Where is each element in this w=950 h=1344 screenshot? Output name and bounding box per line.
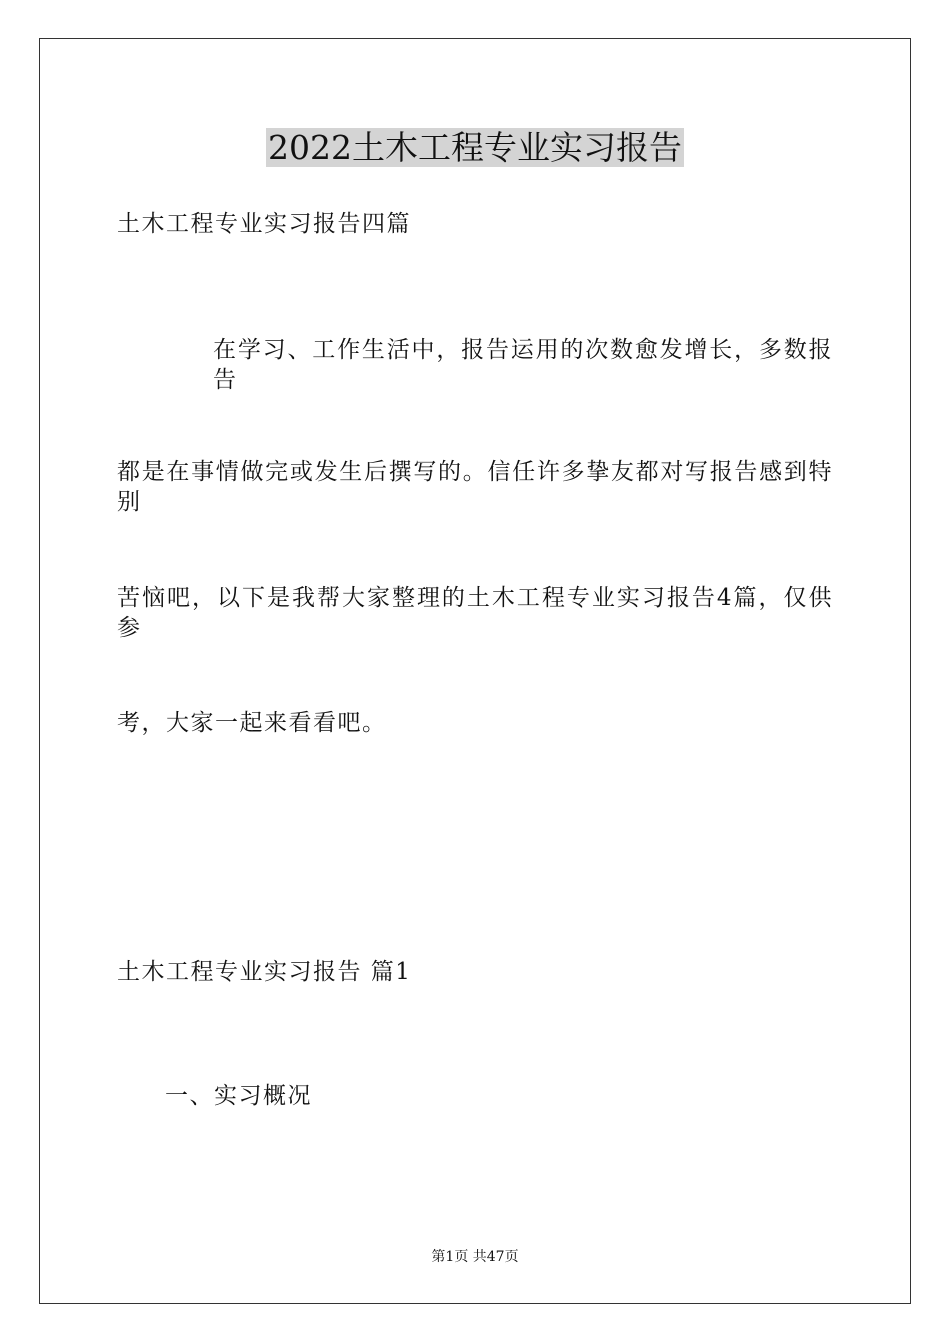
intro-line-4: 考，大家一起来看看吧。 — [117, 710, 387, 736]
page-footer: 第1页 共47页 — [431, 1249, 519, 1265]
intro-line-1: 在学习、工作生活中，报告运用的次数愈发增长，多数报告 — [213, 337, 833, 393]
intro-line-3: 苦恼吧，以下是我帮大家整理的土木工程专业实习报告4篇，仅供参 — [117, 585, 833, 641]
intro-line-2: 都是在事情做完或发生后撰写的。信任许多挚友都对写报告感到特别 — [117, 459, 833, 515]
document-title-text: 2022土木工程专业实习报告 — [268, 128, 682, 167]
document-subtitle: 土木工程专业实习报告四篇 — [117, 211, 411, 237]
section-heading: 土木工程专业实习报告 篇1 — [117, 959, 412, 985]
sub-heading: 一、实习概况 — [165, 1083, 312, 1109]
document-title — [0, 126, 950, 170]
